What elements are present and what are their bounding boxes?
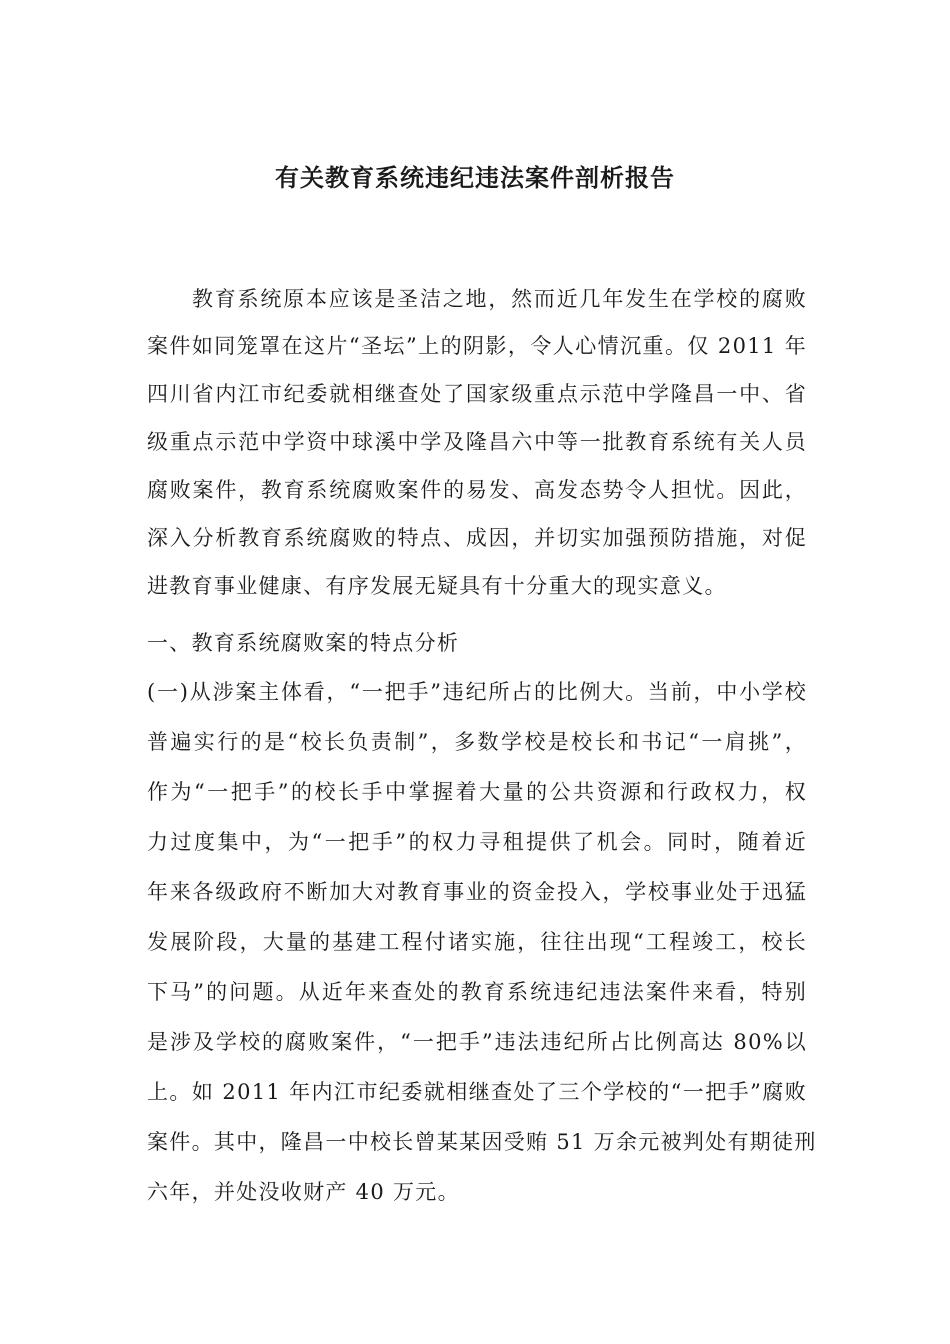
paragraph-line: 上。如 2011 年内江市纪委就相继查处了三个学校的“一把手”腐败 — [147, 1080, 807, 1104]
paragraph-line: 是涉及学校的腐败案件，“一把手”违法违纪所占比例高达 80%以 — [147, 1030, 807, 1054]
paragraph-line: 年来各级政府不断加大对教育事业的资金投入，学校事业处于迅猛 — [147, 880, 807, 904]
paragraph-line: 普遍实行的是“校长负责制”，多数学校是校长和书记“一肩挑”， — [147, 730, 807, 754]
paragraph-line: 级重点示范中学资中球溪中学及隆昌六中等一批教育系统有关人员 — [147, 430, 807, 454]
paragraph-line: 力过度集中，为“一把手”的权力寻租提供了机会。同时，随着近 — [147, 830, 807, 854]
section-heading: 一、教育系统腐败案的特点分析 — [147, 631, 460, 655]
paragraph-line: 进教育事业健康、有序发展无疑具有十分重大的现实意义。 — [147, 574, 727, 598]
paragraph-line: 腐败案件，教育系统腐败案件的易发、高发态势令人担忧。因此， — [147, 478, 807, 502]
paragraph-line: 案件如同笼罩在这片“圣坛”上的阴影，令人心情沉重。仅 2011 年 — [147, 334, 807, 358]
paragraph-line: 作为“一把手”的校长手中掌握着大量的公共资源和行政权力，权 — [147, 780, 807, 804]
document-title: 有关教育系统违纪违法案件剖析报告 — [275, 163, 675, 192]
paragraph-line: 六年，并处没收财产 40 万元。 — [147, 1180, 460, 1204]
paragraph-line: 四川省内江市纪委就相继查处了国家级重点示范中学隆昌一中、省 — [147, 382, 807, 406]
paragraph-line: 发展阶段，大量的基建工程付诸实施，往往出现“工程竣工，校长 — [147, 930, 807, 954]
paragraph-line: 深入分析教育系统腐败的特点、成因，并切实加强预防措施，对促 — [147, 526, 807, 550]
paragraph-line: 案件。其中，隆昌一中校长曾某某因受贿 51 万余元被判处有期徒刑 — [147, 1130, 817, 1154]
paragraph-line: 下马”的问题。从近年来查处的教育系统违纪违法案件来看，特别 — [147, 980, 807, 1004]
paragraph-line: 教育系统原本应该是圣洁之地，然而近几年发生在学校的腐败 — [192, 287, 807, 311]
paragraph-line: (一)从涉案主体看，“一把手”违纪所占的比例大。当前，中小学校 — [147, 680, 807, 704]
